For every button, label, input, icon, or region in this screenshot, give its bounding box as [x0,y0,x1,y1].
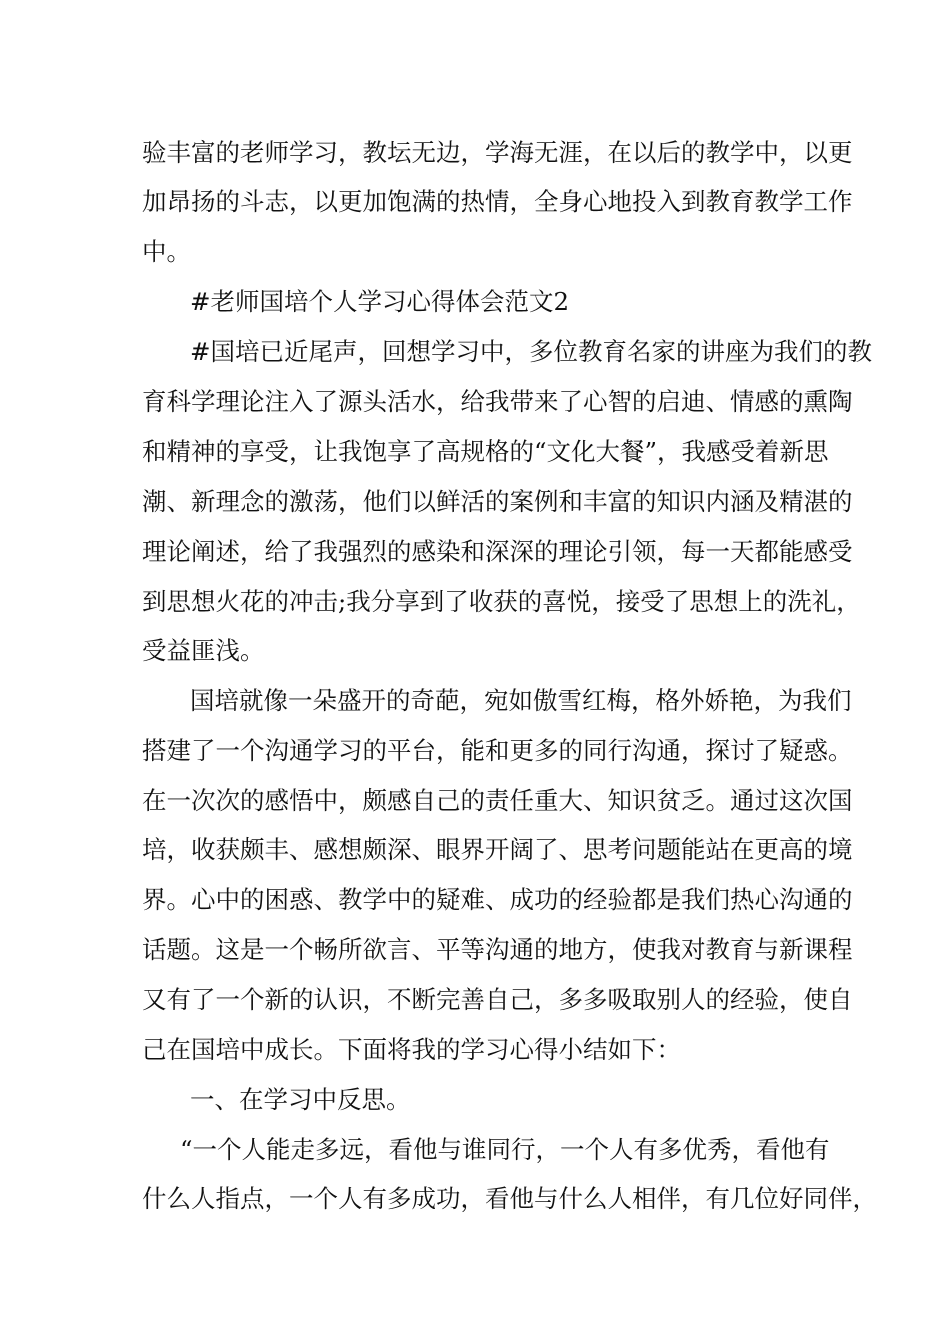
text-line: 和精神的享受，让我饱享了高规格的“文化大餐”，我感受着新思 [142,437,829,466]
subsection-heading: 一、在学习中反思。 [190,1085,411,1114]
text-line: 国培就像一朵盛开的奇葩，宛如傲雪红梅，格外娇艳，为我们 [190,686,852,715]
text-line: 搭建了一个沟通学习的平台，能和更多的同行沟通，探讨了疑惑。 [142,736,853,765]
text-line: 培，收获颇丰、感想颇深、眼界开阔了、思考问题能站在更高的境 [142,835,853,864]
text-line: 什么人指点，一个人有多成功，看他与什么人相伴，有几位好同伴， [142,1184,877,1213]
text-line: #国培已近尾声，回想学习中，多位教育名家的讲座为我们的教 [190,337,873,366]
section-heading: #老师国培个人学习心得体会范文2 [190,287,570,316]
text-line: 育科学理论注入了源头活水，给我带来了心智的启迪、情感的熏陶 [142,387,853,416]
text-line: 理论阐述，给了我强烈的感染和深深的理论引领，每一天都能感受 [142,537,853,566]
text-line: 潮、新理念的激荡，他们以鲜活的案例和丰富的知识内涵及精湛的 [142,487,853,516]
text-line: 验丰富的老师学习，教坛无边，学海无涯，在以后的教学中，以更 [142,138,853,167]
text-line: 己在国培中成长。下面将我的学习心得小结如下： [142,1035,681,1064]
text-line: 到思想火花的冲击;我分享到了收获的喜悦，接受了思想上的洗礼， [142,587,861,616]
text-line: 界。心中的困惑、教学中的疑难、成功的经验都是我们热心沟通的 [142,885,853,914]
text-line: 又有了一个新的认识，不断完善自己，多多吸取别人的经验，使自 [142,985,853,1014]
text-line: “一个人能走多远，看他与谁同行，一个人有多优秀，看他有 [180,1135,830,1164]
text-line: 话题。这是一个畅所欲言、平等沟通的地方，使我对教育与新课程 [142,935,853,964]
text-line: 加昂扬的斗志，以更加饱满的热情，全身心地投入到教育教学工作 [142,187,853,216]
text-line: 中。 [142,237,191,266]
text-line: 受益匪浅。 [142,636,265,665]
text-line: 在一次次的感悟中，颇感自己的责任重大、知识贫乏。通过这次国 [142,786,853,815]
